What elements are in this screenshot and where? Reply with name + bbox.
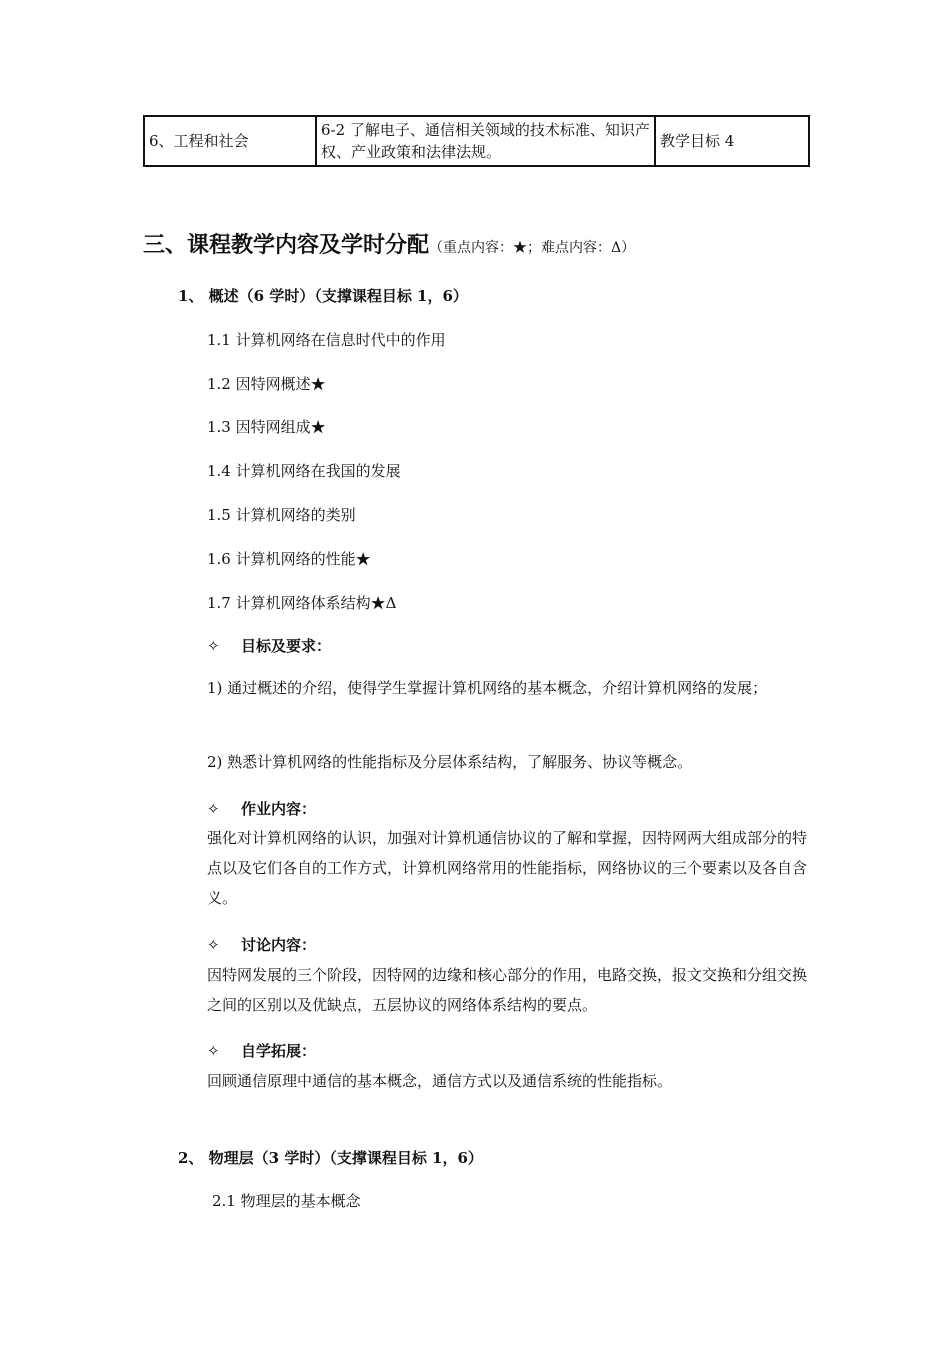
list-item: 1.1 计算机网络在信息时代中的作用 [207, 331, 446, 349]
diamond-bullet-icon: ✧ [207, 1042, 220, 1060]
section-title-note: （重点内容：★；难点内容：Δ） [429, 240, 636, 256]
table-cell-goal: 教学目标 4 [655, 116, 809, 166]
list-item: 1.3 因特网组成★ [207, 418, 326, 436]
list-item: 1.4 计算机网络在我国的发展 [207, 462, 401, 480]
goals-item-2: 2) 熟悉计算机网络的性能指标及分层体系结构，了解服务、协议等概念。 [207, 753, 693, 771]
chapter-1-heading: 1、 概述（6 学时）（支撑课程目标 1，6） [178, 287, 468, 305]
chapter-2-heading: 2、 物理层（3 学时）（支撑课程目标 1，6） [178, 1149, 483, 1167]
goals-heading-text: 目标及要求： [241, 637, 332, 655]
homework-heading-text: 作业内容： [241, 800, 317, 818]
diamond-bullet-icon: ✧ [207, 936, 220, 954]
discussion-heading [207, 934, 316, 955]
objectives-table [143, 115, 810, 167]
section-title [143, 228, 635, 259]
section-title-text: 三、课程教学内容及学时分配 [143, 232, 430, 258]
list-item: 1.6 计算机网络的性能★ [207, 550, 371, 568]
self-study-text: 回顾通信原理中通信的基本概念，通信方式以及通信系统的性能指标。 [207, 1072, 673, 1090]
self-study-heading-text: 自学拓展： [241, 1042, 317, 1060]
discussion-heading-text: 讨论内容： [241, 936, 317, 954]
homework-heading [207, 798, 316, 819]
table-row [144, 116, 809, 166]
goals-item-1: 1) 通过概述的介绍，使得学生掌握计算机网络的基本概念，介绍计算机网络的发展； [207, 679, 768, 697]
diamond-bullet-icon: ✧ [207, 637, 220, 655]
self-study-heading [207, 1040, 316, 1061]
table-cell-requirement: 6、工程和社会 [144, 116, 316, 166]
table-cell-indicator: 6-2 了解电子、通信相关领域的技术标准、知识产权、产业政策和法律法规。 [316, 116, 655, 166]
diamond-bullet-icon: ✧ [207, 800, 220, 818]
list-item: 1.5 计算机网络的类别 [207, 506, 356, 524]
list-item: 1.2 因特网概述★ [207, 375, 326, 393]
goals-heading [207, 635, 331, 656]
list-item: 1.7 计算机网络体系结构★Δ [207, 594, 397, 612]
discussion-text: 因特网发展的三个阶段，因特网的边缘和核心部分的作用，电路交换，报文交换和分组交换之间的区别以及优缺点，五层协议的网络体系结构的要点。 [207, 966, 808, 1014]
homework-text: 强化对计算机网络的认识，加强对计算机通信协议的了解和掌握，因特网两大组成部分的特点以及它们各自的工作方式，计算机网络常用的性能指标，网络协议的三个要素以及各自含义。 [207, 829, 808, 907]
list-item: 2.1 物理层的基本概念 [212, 1192, 361, 1210]
